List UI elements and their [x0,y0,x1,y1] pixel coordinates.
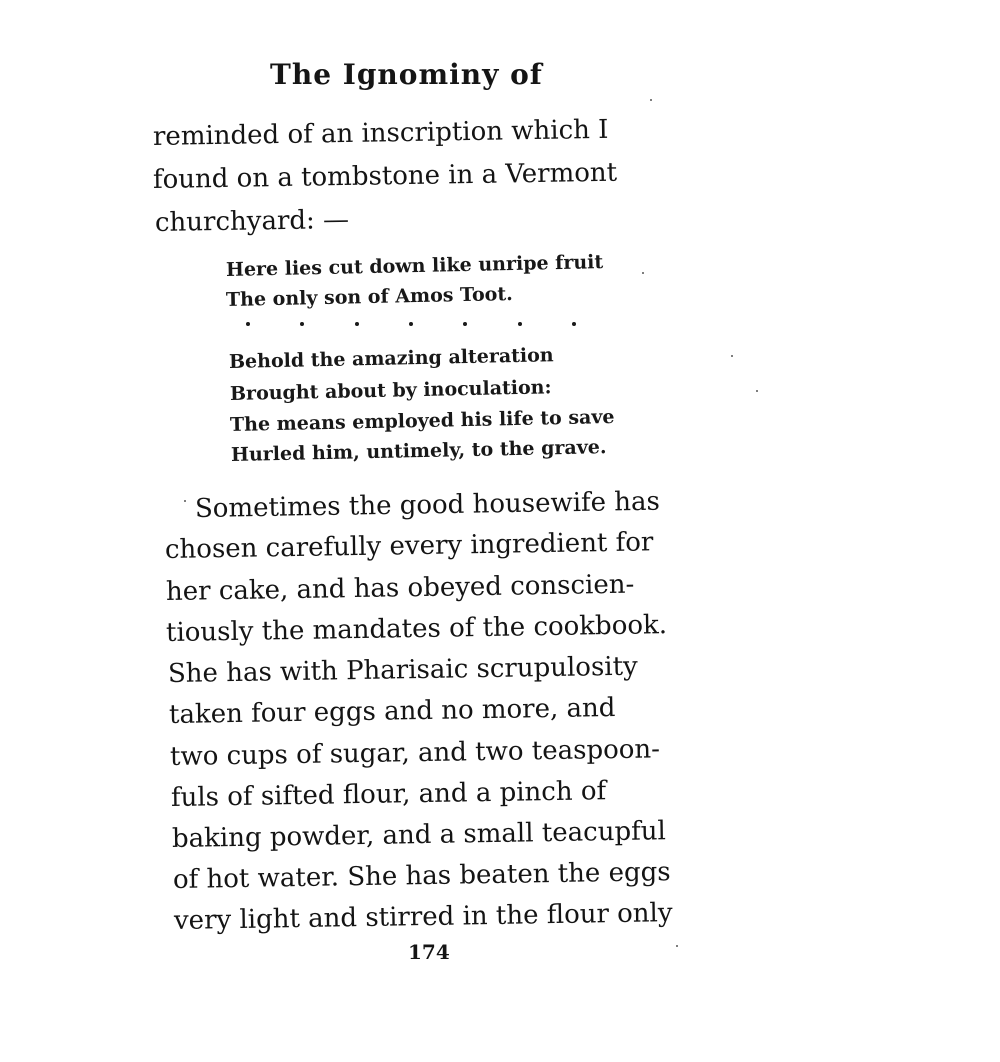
print-speck [650,99,652,101]
text-line: baking powder, and a small teacupful [171,816,667,854]
text-line: tiously the mandates of the cookbook. [165,610,668,648]
text-line: found on a tombstone in a Vermont [152,157,618,195]
verse-line: Here lies cut down like unripe fruit [225,251,604,281]
text-line: She has with Pharisaic scrupulosity [167,651,638,689]
text-line: fuls of sifted flour, and a pinch of [170,776,607,813]
text-line: of hot water. She has beaten the eggs [172,857,671,895]
print-speck [731,355,733,357]
verse-line: The only son of Amos Toot. [225,282,513,311]
verse-ellipsis [246,322,576,326]
ellipsis-dot [518,322,522,326]
text-line: taken four eggs and no more, and [168,692,616,730]
ellipsis-dot [572,322,576,326]
print-speck [676,945,678,947]
text-line: churchyard: — [154,204,350,238]
text-line: two cups of sugar, and two teaspoon- [169,734,661,772]
text-line: chosen carefully every ingredient for [164,527,654,565]
verse-line: Brought about by inoculation: [229,376,552,405]
verse-line: Hurled him, untimely, to the grave. [230,436,607,466]
ellipsis-dot [246,322,250,326]
ellipsis-dot [355,322,359,326]
ellipsis-dot [409,322,413,326]
running-head: The Ignominy of [270,58,543,91]
ellipsis-dot [300,322,304,326]
verse-line: The means employed his life to save [229,405,615,436]
verse-line: Behold the amazing alteration [228,344,554,373]
text-line: reminded of an inscription which I [152,114,609,152]
print-speck [184,500,186,502]
text-line: Sometimes the good housewife has [194,486,661,524]
ellipsis-dot [463,322,467,326]
text-line: her cake, and has obeyed conscien- [165,569,635,607]
text-line: very light and stirred in the flour only [173,898,673,936]
print-speck [642,272,644,274]
print-speck [756,390,758,392]
page-number: 174 [408,940,450,964]
